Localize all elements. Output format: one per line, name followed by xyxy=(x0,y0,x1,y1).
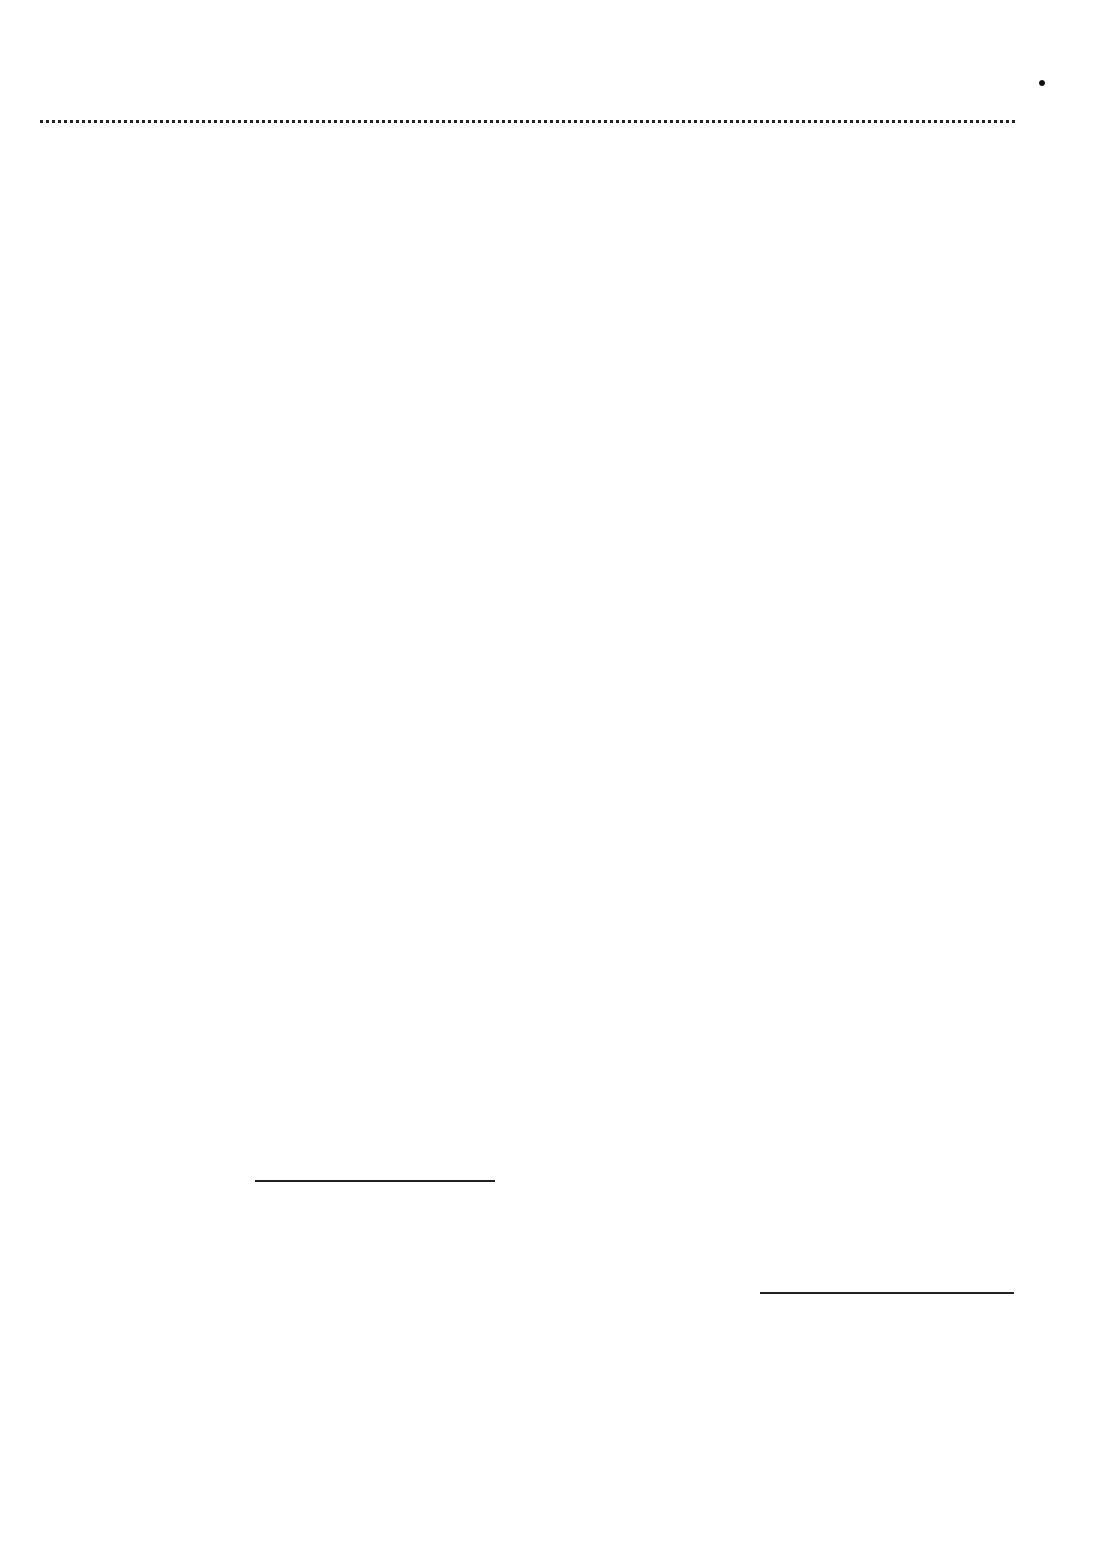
left-paragraph-3 xyxy=(40,368,502,474)
right-paragraph-1 xyxy=(553,132,1015,238)
right-column xyxy=(553,132,1015,1252)
right-paragraph-4 xyxy=(553,554,1015,660)
right-paragraph-2 xyxy=(553,318,1015,424)
left-paragraph-4 xyxy=(40,486,502,592)
header-dotted-rule xyxy=(40,120,1015,123)
footnote-rule-left xyxy=(255,1180,495,1182)
page-number xyxy=(0,1462,1095,1494)
entry-see-also-1 xyxy=(40,770,502,810)
section-heading xyxy=(553,252,1015,304)
entry-see-also-2 xyxy=(40,988,502,1028)
footnotes-left xyxy=(40,1200,502,1430)
corner-dot xyxy=(1039,80,1045,86)
entry-title-1 xyxy=(40,622,502,762)
footnote-rule-right xyxy=(760,1292,1014,1294)
right-paragraph-3 xyxy=(553,436,1015,542)
entry-title-2 xyxy=(40,840,502,980)
footnotes-right xyxy=(553,1318,1015,1428)
left-paragraph-1 xyxy=(40,132,502,238)
left-paragraph-2 xyxy=(40,250,502,356)
